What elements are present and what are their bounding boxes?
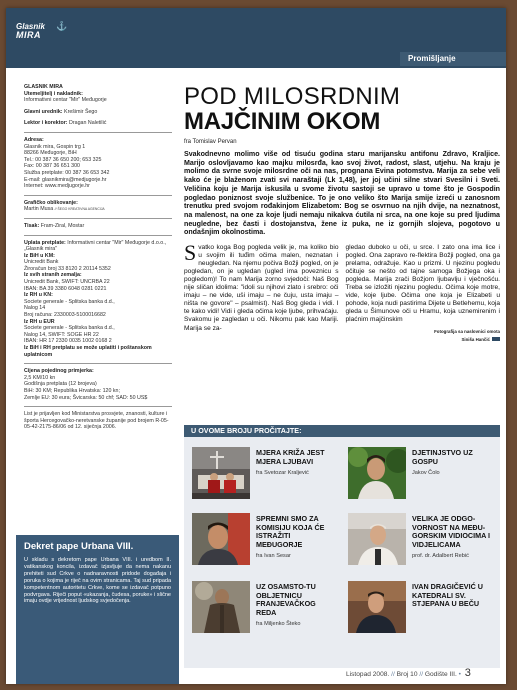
photo-caption: Fotografija sa naslovnici omota Siniša Hančić (434, 328, 500, 342)
portrait-photo (348, 513, 406, 565)
issue-date: Listopad 2008. (346, 671, 390, 678)
issue-item-author: Jakov Čolo (412, 470, 440, 477)
divider (24, 195, 172, 196)
volume: Godište III. (424, 671, 457, 678)
address-line: Služba pretplate: 00 387 36 653 342 (24, 169, 110, 176)
email-link[interactable]: E-mail: glasnikmira@medjugorje.hr (24, 176, 107, 183)
address-line: Fax: 00 387 36 651 300 (24, 163, 80, 170)
divider (24, 406, 172, 407)
article (184, 84, 500, 344)
issue-item-title: IVAN DRAGIČEVIĆ U KATEDRALI SV. STJEPANA U BEČU (412, 582, 483, 609)
franciscan-photo (192, 581, 250, 633)
in-this-issue-heading: U OVOME BROJU PROČITAJTE: (184, 425, 500, 437)
page-number: 3 (464, 667, 471, 679)
decree-box (16, 535, 179, 684)
portrait-photo (348, 447, 406, 499)
fish-icon: ⚓ (56, 21, 68, 31)
divider (24, 218, 172, 219)
article-column: gledao duboko u oči, u srce. I zato ona ima lice i pogled. Ona zapravo re-flektira Božji pogled, ona ga prelama, odražuje. Kao u prizmi. U njezinu pogledu očituje se nešto od tajne samoga Božjega oka i pogleda. Marija zrači Božjom ljubavlju i vječnošću. Treba se izložiti njezinu pogledu. Očima koje motre, vide, koje ljube. Očima one koja je Elizabeti u pohode, koja nudi pastirima Dijete u Betlehemu, koja gleda u Šimunove oči u Hramu, koja uznemirenim i plaćnim majčinskim Fotografija sa naslovnici omota Siniša Hančić (346, 244, 501, 344)
issue-item-author: prof. dr. Adalbert Rebić (412, 553, 469, 560)
page-footer: Listopad 2008. // Broj 10 // Godište III. • 3 (346, 667, 471, 679)
address-line: Glasnik mira, Gospin trg 1 (24, 143, 86, 150)
issue-item[interactable] (186, 577, 336, 635)
decree-title: Dekret pape Urbana VIII. (24, 541, 134, 552)
issue-item[interactable] (342, 509, 492, 567)
issue-item-author: fra Ivan Sesar (256, 553, 291, 560)
priest-altar-photo (192, 447, 250, 499)
issue-item-title: DJETINJSTVO UZ GOSPU (412, 448, 473, 466)
header-bar (6, 8, 506, 68)
article-column: Svatko koga Bog pogleda velik je, ma koliko bio u svojim ili tuđim očima malen, neznatan i neugledan. Na njemu počiva Božji pogled, on je pogledan, on je ugledan (ugled ima poveznicu s pogledom)! To nam Marija zorno svjedoči: Naš Bog nije sličan idolima: "idoli su njihovi zlato i srebro: oči imaju – ne vide, uši imaju – ne čuju, usta imaju – ništa ne govore" – psalmist). Naš Bog gleda i vidi. I te kako vidi! Vidi i gleda očima koje ljube, prihvaćaju. Svakomu je zagledan u oči. Nikomu pak kao Mariji. Marija se za- (184, 240, 339, 332)
decree-body: U skladu s dekretom pape Urbana VIII. i uredbom II. vatikanskog koncila, izdavač izjavljuje da nema nakanu prehiteti sud Crkve o nadnaravnosti pridode događaja i poruka o kojima je riječ na ovim stranicama. Taj sud pripada kompetentnom autoritetu Crkve, kome se izdavač potpuno podvrgava. Riječi poput «ukazanja, čudesa, poruke» i slične imaju ovdje vrijednost ljudskog svjedočenja. (24, 557, 171, 605)
issue-number: Broj 10 (396, 671, 418, 678)
section-label: Promišljanje (400, 52, 506, 66)
address-line: 88266 Međugorje, BiH (24, 150, 77, 157)
issue-item[interactable] (186, 443, 336, 501)
drop-cap: S (184, 240, 197, 266)
issue-item-author: fra Miljenko Šteko (256, 621, 301, 628)
article-lead: Svakodnevno molimo više od tisuću godina staru marijansku antifonu Zdravo, Kraljice. Marijo oslovljavamo kao majku milosrđa, kao svoj život, radost, slast, utjehu. Na kraju je molimo da svrne svoje milosrdne oči na nas, prognana Evina potomstva. Marija za sebe veli kako će je blaženom zvati svi naraštaji (Lk 1,48), jer joj učini silne stvari Svesilni i Sveti. Veličina koju je Marija iskusila u svome životu sastoji se upravo u tome što je Gospodin pogledao poniznost svoje službenice. To je ono veliko što Marija smije izreći u zanosnom trenutku pred svojom rođakinjom Elizabetom: Bog se osvrnuo na njih dvije, na neznatnost, na malenost, na one za koje ljudi nemaju nikakva ćutila ni srca, na one koje su pred ljudima neugledne, bez časti i dostojanstva, žene iz puka, ne iz gornjih slojeva, pogotovo u ondašnjim okolnostima. (184, 150, 500, 237)
article-byline: fra Tomislav Pervan (184, 139, 237, 145)
magazine-logo: Glasnik MIRA ⚓ (16, 21, 68, 40)
divider (24, 132, 172, 133)
issue-item[interactable] (342, 443, 492, 501)
divider (24, 363, 172, 364)
issue-item-title: VELIKA JE ODGO-VORNOST NA MEĐU-GORSKIM VIDIOCIMA I VIDJELICAMA (412, 514, 490, 549)
issue-item[interactable] (342, 577, 492, 635)
publisher-heading: GLASNIK MIRA (24, 84, 63, 90)
issue-item-author: fra Svetozar Kraljević (256, 470, 309, 477)
in-this-issue (184, 425, 500, 668)
article-title-line2: MAJČINIM OKOM (184, 108, 381, 135)
issue-item-title: MJERA KRIŽA JEST MJERA LJUBAVI (256, 448, 325, 466)
issue-item[interactable] (186, 509, 336, 567)
magazine-page (6, 8, 506, 684)
address-line: Tel.: 00 387 36 650 200; 653 325 (24, 156, 102, 163)
issue-item-title: UZ OSAMSTO-TU OBLJETNICU FRANJEVAČKOG REDA (256, 582, 316, 617)
page-arrow-icon (492, 337, 500, 341)
divider (24, 235, 172, 236)
legal-note: List je prijavljen kod Ministarstva prosvjete, znanosti, kulture i športa Hercegovačko-neretvanske županije pod brojem R-05-05-42-2175-86/06 od 12. siječnja 2006. (24, 411, 169, 431)
article-body (184, 240, 500, 344)
issue-item-title: SPREMNI SMO ZA KOMISIJU KOJA ĆE ISTRAŽITI MEĐUGORJE (256, 514, 325, 549)
portrait-photo (192, 513, 250, 565)
website-link[interactable]: Internet: www.medjugorje.hr (24, 183, 90, 190)
impressum: GLASNIK MIRA Utemeljitelj i nakladnik: Informativni centar "Mir" Međugorje Glavni urednik: Krešimir Šego Lektor i korektor: Dragan Naletilić Adresa: Glasnik mira, Gospin trg 1 88266 Međugorje, BiH Tel.: 00 387 36 650 200; 653 325 Fax: 00 387 36 651 300 Služba pretplate: 00 387 36 653 342 E-mail: glasnikmira@medjugorje.hr Internet: www.medjugorje.hr Grafičko oblikovanje: Martin Musa // ŠEGO KREATIVNA AGENCIJA Tisak: Fram-Ziral, Mostar Uplata pretplate: Informativni centar "Mir" Međugorje d.o.o., „Glasnik mira" Iz BiH u KM: Unicredit Bank Žiroračun broj 33 8120 2 20114 5352 Iz svih stranih zemalja: Unicredit Bank, SWIFT: UNCRBA 22 IBAN: BA 39 3380 6048 0281 0221 Iz RH u KN: Societe generale - Splitska banka d.d., Nalog 14 Broj računa: 2330003-5100016682 Iz RH u EUR Societe generale - Splitska banka d.d., Nalog 14, SWIFT: SOGE HR 22 IBAN: HR 17 2330 0035 1002 0168 2 Iz BiH i RH pretplatu se može uplatiti i poštanskom uplatnicom Cijena pojedinog primjerka: 2,5 KM/10 kn Godišnja pretplata (12 brojeva) BiH: 30 KM; Republika Hrvatska: 120 kn; Zemlje EU: 30 eura; Švicarska: 50 chf; SAD: 50 US$ List je prijavljen kod Ministarstva prosvjete, znanosti, kulture i športa Hercegovačko-neretvanske županije pod brojem R-05-05-42-2175-86/06 od 12. siječnja 2006. (24, 84, 172, 436)
portrait-photo (348, 581, 406, 633)
article-title-line1: POD MILOSRDNIM (184, 83, 401, 110)
